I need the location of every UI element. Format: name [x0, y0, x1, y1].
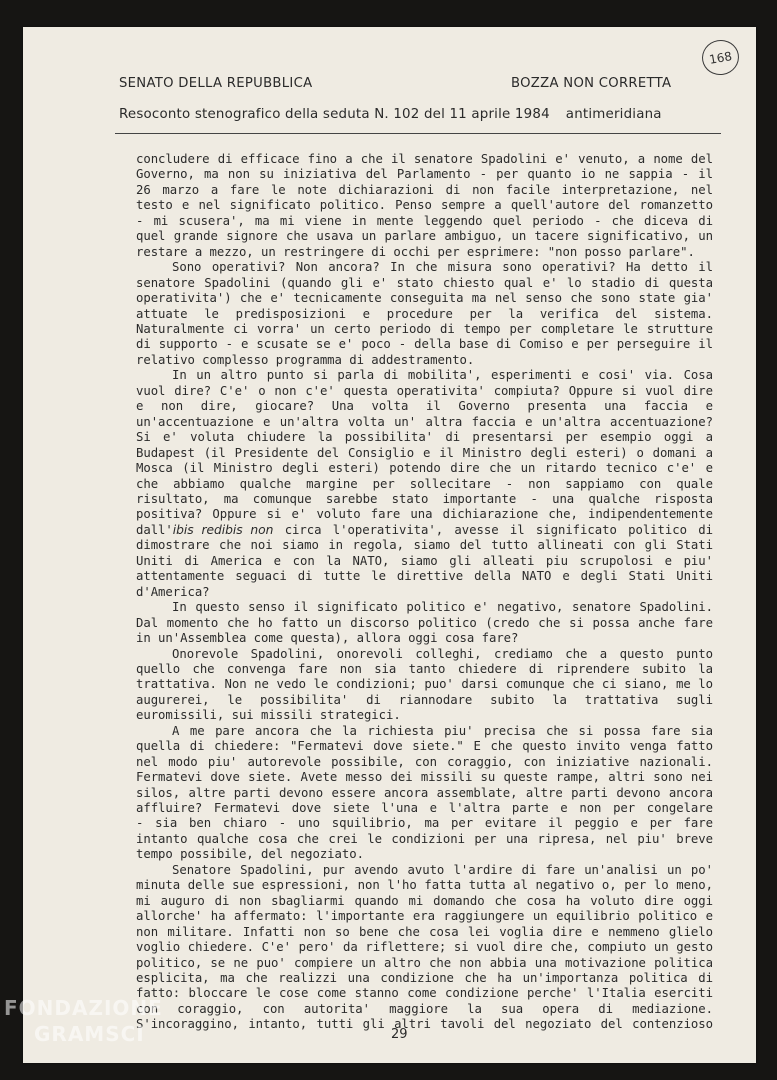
text-line: A me pare ancora che la richiesta piu' precisa che si possa fare sia: [172, 723, 713, 738]
paragraph: [136, 600, 713, 646]
latin-phrase: ibis redibis non: [172, 522, 274, 537]
text-line: testo e nel significato politico. Penso sempre a quell'autore del romanzetto: [136, 198, 713, 213]
text-line: con coraggio, con autorita' maggiore la sua opera di mediazione.: [136, 1001, 713, 1016]
text-line: che abbiamo qualche margine per sollecitare - non sappiamo con quale: [136, 476, 713, 491]
text-line: vuol dire? C'e' o non c'e' questa operativita' compiuta? Oppure si vuol dire: [136, 383, 713, 398]
text-line: - sia ben chiaro - uno squilibrio, ma per evitare il peggio e per fare: [136, 816, 713, 831]
text-line: fatto: bloccare le cose come stanno come condizione perche' l'Italia eserciti: [136, 986, 713, 1001]
page-stamp: 168: [699, 37, 742, 78]
paragraph: [136, 260, 713, 368]
text-line: - mi scusera', ma mi viene in mente leggendo quel periodo - che diceva di: [136, 213, 713, 228]
text-line: Naturalmente ci vorra' un certo periodo di tempo per completare le strutture: [136, 321, 713, 336]
paragraph: [136, 724, 713, 863]
text-line: Si e' voluta chiudere la possibilita' di presentarsi per esempio oggi a: [136, 430, 713, 445]
text-line: risultato, ma comunque sarebbe stato importante - una qualche risposta: [136, 491, 713, 506]
text-line: in un'Assemblea come questa), allora oggi cosa fare?: [136, 631, 519, 646]
page-number: 29: [391, 1027, 408, 1042]
text-line: In questo senso il significato politico e' negativo, senatore Spadolini.: [172, 600, 713, 615]
text-line: operativita') che e' tecnicamente conseguita ma nel senso che sono state gia': [136, 291, 713, 306]
text-line: relativo complesso programma di addestramento.: [136, 352, 475, 367]
text-line: politico, se ne puo' compiere un altro che non abbia una motivazione politica: [136, 955, 713, 970]
text-line: quel grande signore che usava un parlare ambiguo, un tacere significativo, un: [136, 229, 713, 244]
text-line: silos, altre parti devono essere ancora assemblate, altre parti devono ancora: [136, 785, 713, 800]
paragraph: [136, 538, 713, 600]
text-line: trattativa. Non ne vedo le condizioni; puo' darsi comunque che ci siano, me lo: [136, 677, 713, 692]
watermark-line: FONDAZIONE: [4, 996, 163, 1020]
transcript-body: [136, 152, 713, 1033]
text-line: Governo, ma non su iniziativa del Parlamento - per quanto io ne sappia - il: [136, 167, 713, 182]
paragraph: [136, 863, 713, 1033]
text-line: nel modo piu' autorevole possibile, con coraggio, con iniziative nazionali.: [136, 754, 713, 769]
session-time: antimeridiana: [565, 107, 662, 122]
text-line: euromissili, sui missili strategici.: [136, 708, 401, 723]
text-line: voglio chiedere. C'e' pero' da riflettere; si vuol dire che, compiuto un gesto: [136, 940, 713, 955]
session-record: Resoconto stenografico della seduta N. 102 del 11 aprile 1984: [119, 107, 550, 122]
text-line: un'accentuazione e un'altra volta un' altra faccia e un'altra accentuazione?: [136, 414, 713, 429]
text-line: esplicita, ma che realizzi una condizione che ha un'importanza politica di: [136, 971, 713, 986]
text-line: In un altro punto si parla di mobilita', esperimenti e cosi' via. Cosa: [172, 368, 713, 383]
text-line: allorche' ha affermato: l'importante era raggiungere un equilibrio politico e: [136, 909, 713, 924]
text-line: attentamente seguaci di tutte le direttive della NATO e degli Stati Uniti: [136, 569, 713, 584]
watermark-logo: [4, 995, 163, 1047]
text-line: concludere di efficace fino a che il senatore Spadolini e' venuto, a nome del: [136, 152, 713, 166]
institution-header: SENATO DELLA REPUBBLICA: [119, 76, 313, 91]
text-line: intanto qualche cosa che crei le condizioni per una ripresa, nel piu' breve: [136, 831, 713, 846]
text-line: Mosca (il Ministro degli esteri) potendo dire che un ritardo tecnico c'e' e: [136, 461, 713, 476]
document-page: [23, 27, 756, 1063]
text-line: mi auguro di non sbagliarmi quando mi domando che cosa ha voluto dire oggi: [136, 893, 713, 908]
text-line: non militare. Infatti non so bene che cosa lei voglia dire e nemmeno glielo: [136, 924, 713, 939]
text-line: minuta delle sue espressioni, non l'ho fatta tutta al negativo o, per lo meno,: [136, 878, 713, 893]
text-line: Fermatevi dove siete. Avete messo dei missili su queste rampe, altri sono nei: [136, 770, 713, 785]
text-line: S'incoraggino, intanto, tutti gli altri tavoli del negoziato del contenzioso: [136, 1017, 713, 1032]
text-line: tempo possibile, del negoziato.: [136, 847, 364, 862]
text-line: Onorevole Spadolini, onorevoli colleghi, crediamo che a questo punto: [172, 646, 713, 661]
text-line: affluire? Fermatevi dove siete l'una e l'altra parte e non per congelare: [136, 801, 713, 816]
session-subtitle: [119, 107, 662, 122]
text-line: augurerei, le possibilita' di riannodare subito la trattativa sugli: [136, 692, 713, 707]
text-line: Dal momento che ho fatto un discorso politico (credo che si possa anche fare: [136, 615, 713, 630]
text-line: Senatore Spadolini, pur avendo avuto l'ardire di fare un'analisi un po': [172, 862, 713, 877]
text-line: senatore Spadolini (quando gli e' stato chiesto qual e' lo stadio di questa: [136, 275, 713, 290]
header-rule: [115, 133, 721, 134]
text-line: quella di chiedere: "Fermatevi dove siete." E che questo invito venga fatto: [136, 739, 713, 754]
watermark-line: GRAMSCI: [34, 1022, 145, 1046]
text-line: positiva? Oppure si e' voluto fare una dichiarazione che, indipendentemente: [136, 507, 713, 522]
paragraph: [136, 152, 713, 260]
text-line: e non dire, giocare? Una volta il Governo presenta una faccia e: [136, 399, 713, 414]
text-line: dimostrare che noi siamo in regola, siamo del tutto allineati con gli Stati: [136, 538, 713, 553]
paragraph: [136, 368, 713, 523]
text-line: d'America?: [136, 584, 210, 599]
draft-status: BOZZA NON CORRETTA: [511, 76, 672, 91]
text-line: Sono operativi? Non ancora? In che misura sono operativi? Ha detto il: [172, 260, 713, 275]
text-line: dall'ibis redibis non circa l'operativita', avesse il significato politico di: [136, 522, 713, 537]
text-line: di supporto - e scusate se e' poco - della base di Comiso e per perseguire il: [136, 337, 713, 352]
text-line: Budapest (il Presidente del Consiglio e il Ministro degli esteri) o domani a: [136, 445, 713, 460]
text-line: restare a mezzo, un restringere di occhi per esprimere: "non posso parlare".: [136, 244, 695, 259]
text-line: quello che convenga fare non sia tanto chiedere di riprendere subito la: [136, 661, 713, 676]
text-line: Uniti di America e con la NATO, siamo gli alleati piu scrupolosi e piu': [136, 553, 713, 568]
text-line: 26 marzo a fare le note dichiarazioni di non facile interpretazione, nel: [136, 182, 713, 197]
paragraph: [136, 647, 713, 724]
text-line: attuate le predisposizioni e procedure per la verifica del sistema.: [136, 306, 713, 321]
